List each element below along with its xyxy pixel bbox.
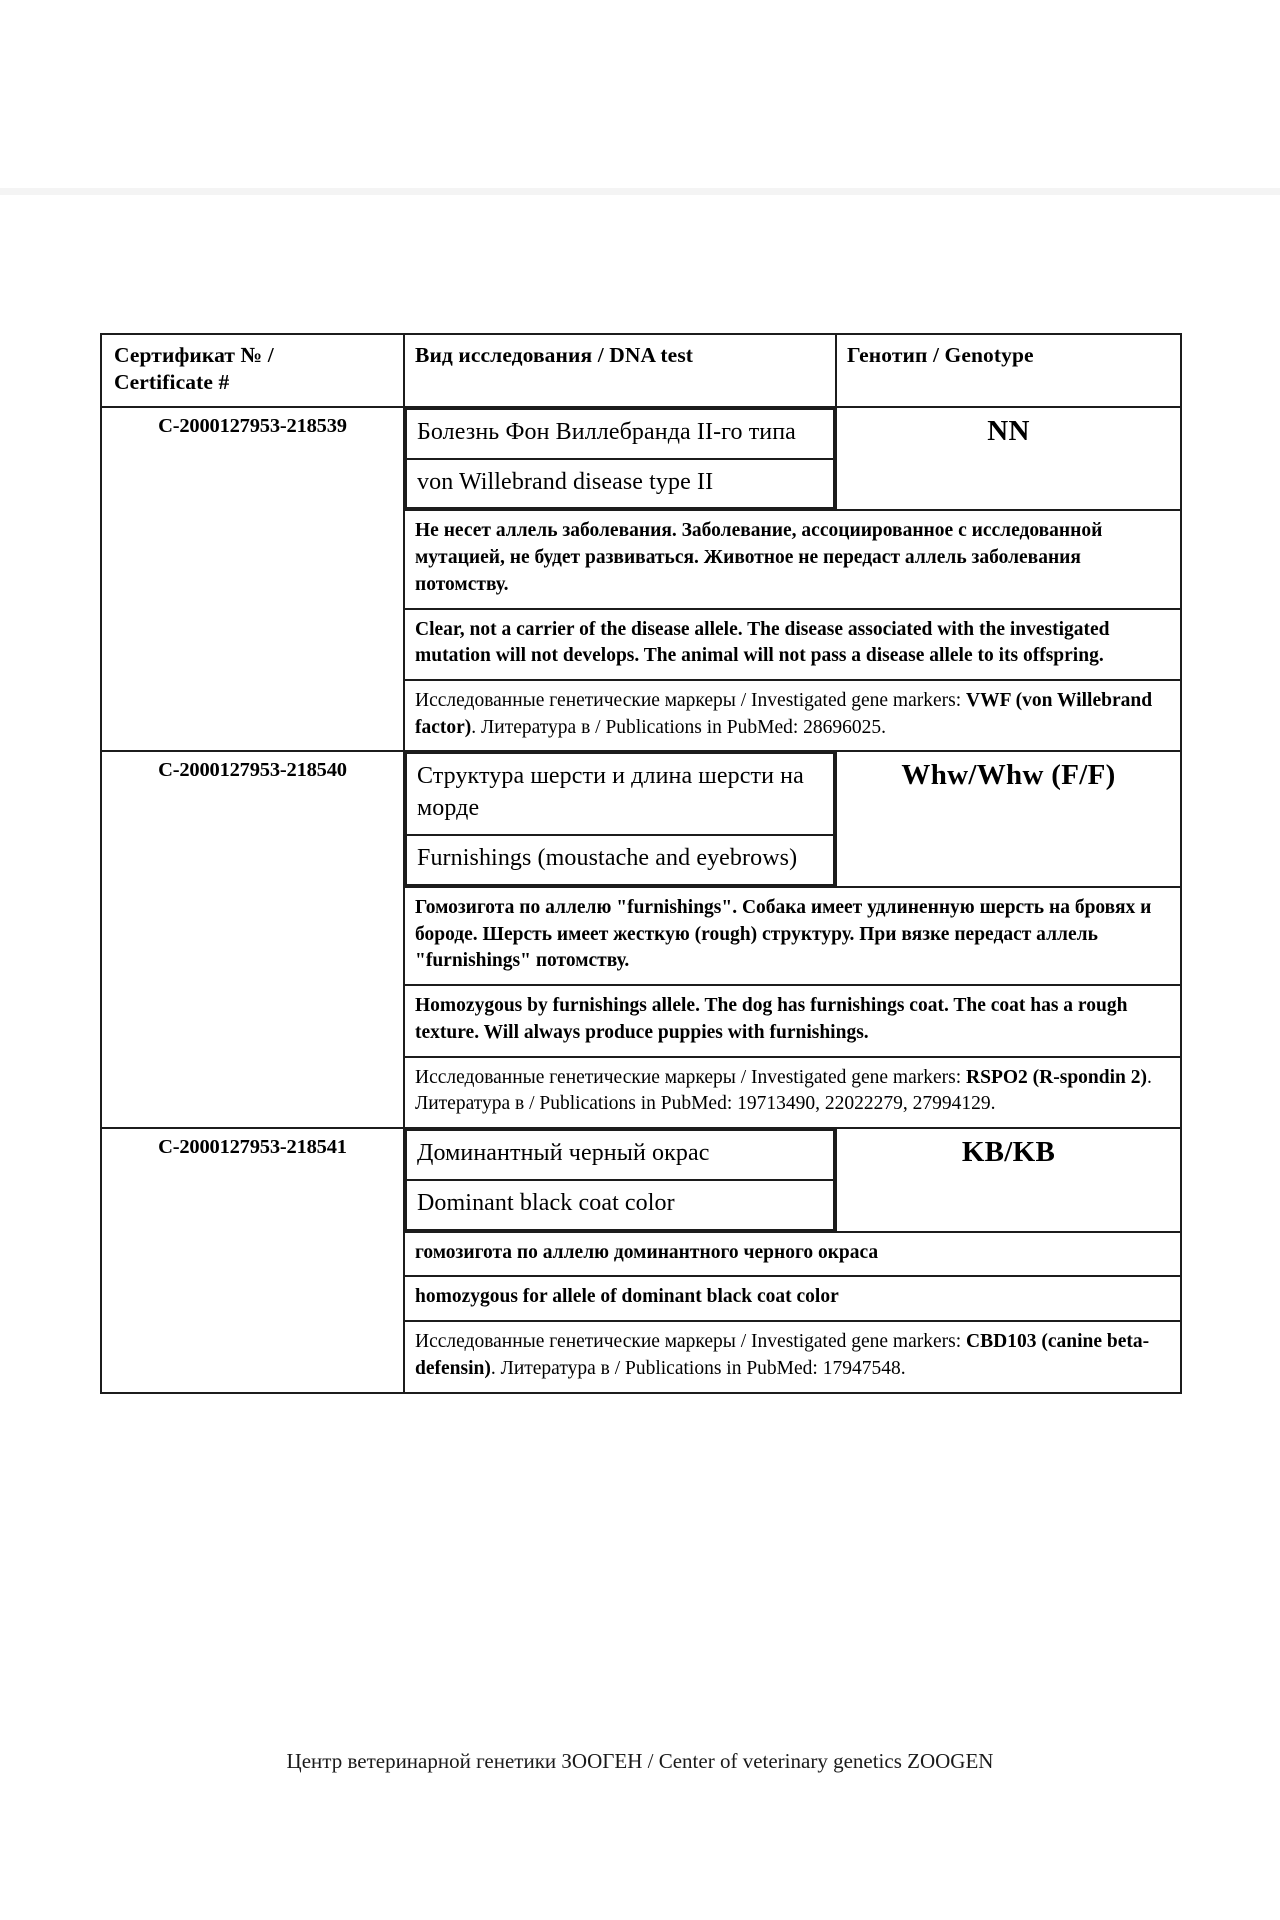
certificate-number: C-2000127953-218540 (101, 751, 404, 1128)
description-en: homozygous for allele of dominant black coat color (404, 1276, 1181, 1321)
dna-results-table (100, 333, 1182, 1394)
genotype-value: Whw/Whw (F/F) (836, 751, 1181, 887)
gene-markers-suffix: . Литература в / Publications in PubMed: 19713490, 22022279, 27994129. (415, 1066, 1152, 1115)
gene-markers-prefix: Исследованные генетические маркеры / Investigated gene markers: (415, 1066, 967, 1088)
description-ru: Гомозигота по аллелю "furnishings". Собака имеет удлиненную шерсть на бровях и бороде. Шерсть имеет жесткую (rough) структуру. При вязке передаст аллель "furnishings" потомству. (404, 887, 1181, 985)
gene-markers-gene: RSPO2 (R-spondin 2) (966, 1066, 1147, 1088)
gene-markers (404, 680, 1181, 751)
test-name-cell (404, 407, 836, 511)
page-top-divider (0, 188, 1280, 195)
header-certificate-line2: Certificate # (114, 370, 230, 395)
certificate-table-container (100, 333, 1180, 1394)
test-name-stack (405, 1129, 835, 1231)
test-name-en: Furnishings (moustache and eyebrows) (406, 835, 834, 885)
gene-markers-gene: VWF (von Willebrand factor) (415, 689, 1153, 738)
test-name-ru: Доминантный черный окрас (406, 1130, 834, 1180)
header-genotype: Генотип / Genotype (836, 334, 1181, 407)
test-name-en: Dominant black coat color (406, 1180, 834, 1230)
test-name-stack (405, 752, 835, 886)
table-row (101, 1128, 1181, 1232)
gene-markers-prefix: Исследованные генетические маркеры / Investigated gene markers: (415, 689, 967, 711)
description-en: Homozygous by furnishings allele. The dog has furnishings coat. The coat has a rough texture. Will always produce puppies with furnishings. (404, 985, 1181, 1056)
genotype-value: KB/KB (836, 1128, 1181, 1232)
header-certificate (101, 334, 404, 407)
certificate-number: C-2000127953-218541 (101, 1128, 404, 1393)
test-name-stack (405, 408, 835, 510)
test-name-cell (404, 751, 836, 887)
table-row (101, 407, 1181, 511)
gene-markers-prefix: Исследованные генетические маркеры / Investigated gene markers: (415, 1331, 967, 1353)
test-name-ru: Структура шерсти и длина шерсти на морде (406, 753, 834, 835)
description-ru: гомозигота по аллелю доминантного черного окраса (404, 1232, 1181, 1277)
test-name-cell (404, 1128, 836, 1232)
certificate-number: C-2000127953-218539 (101, 407, 404, 752)
header-certificate-line1: Сертификат № / (114, 343, 274, 367)
test-name-ru: Болезнь Фон Виллебранда II-го типа (406, 409, 834, 459)
header-dna-test: Вид исследования / DNA test (404, 334, 836, 407)
description-en: Clear, not a carrier of the disease allele. The disease associated with the investigated mutation will not develops. The animal will not pass a disease allele to its offspring. (404, 609, 1181, 680)
gene-markers-suffix: . Литература в / Publications in PubMed: 28696025. (471, 716, 887, 738)
gene-markers (404, 1321, 1181, 1392)
gene-markers (404, 1057, 1181, 1128)
description-ru: Не несет аллель заболевания. Заболевание, ассоциированное с исследованной мутацией, не будет развиваться. Животное не передаст аллель заболевания потомству. (404, 510, 1181, 608)
table-row (101, 751, 1181, 887)
genotype-value: NN (836, 407, 1181, 511)
gene-markers-gene: CBD103 (canine beta-defensin) (415, 1331, 1150, 1379)
page-footer: Центр ветеринарной генетики ЗООГЕН / Center of veterinary genetics ZOOGEN (286, 1749, 994, 1773)
gene-markers-suffix: . Литература в / Publications in PubMed: 17947548. (490, 1357, 906, 1379)
test-name-en: von Willebrand disease type II (406, 459, 834, 509)
table-header-row (101, 334, 1181, 407)
